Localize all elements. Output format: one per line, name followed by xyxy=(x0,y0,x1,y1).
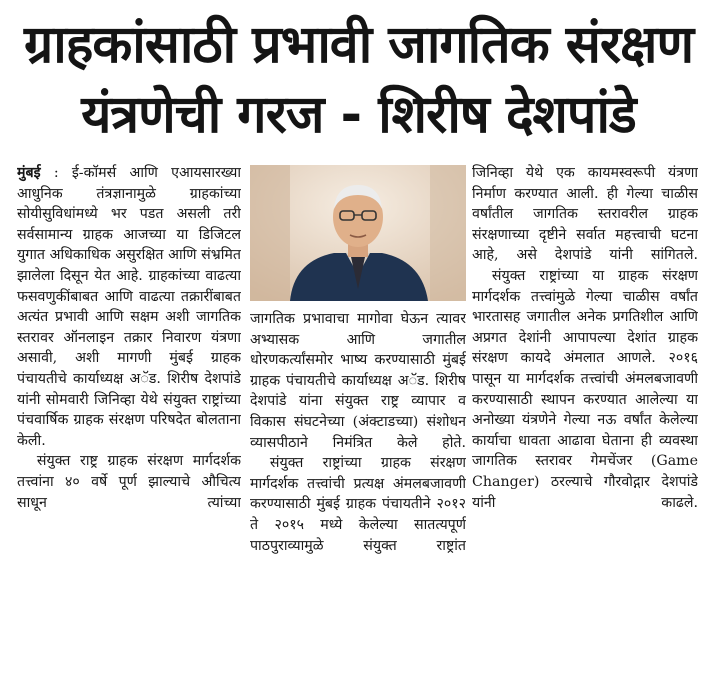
headline-line-2: यंत्रणेची गरज - शिरीष देशपांडे xyxy=(81,85,636,145)
article-column-1 xyxy=(17,163,241,678)
article-paragraph: संयुक्त राष्ट्र ग्राहक संरक्षण मार्गदर्शक तत्त्वांना ४० वर्षे पूर्ण झाल्याचे औचित्य साधून त्यांच्या xyxy=(17,453,241,511)
article-column-2 xyxy=(250,163,466,678)
article-column-3 xyxy=(472,163,698,678)
portrait-illustration xyxy=(250,165,466,301)
article-text: : ई-कॉमर्स आणि एआयसारख्या आधुनिक तंत्रज्ञानामुळे ग्राहकांच्या सोयीसुविधांमध्ये भर पडत असली तरी सर्वसामान्य ग्राहक आजच्या या डिजिटल युगात अधिकाधिक असुरक्षित आणि संभ्रमित झालेला दिसून येत आहे. ग्राहकांच्या वाढत्या फसवणुकींबाबत आणि वाढत्या तक्रारींबाबत अत्यंत प्रभावी आणि सक्षम अशी जागतिक स्तरावर ऑनलाइन तक्रार निवारण यंत्रणा असावी, अशी मागणी मुंबई ग्राहक पंचायतीचे कार्याध्यक्ष अॅड. शिरीष देशपांडे यांनी सोमवारी जिनिव्हा येथे संयुक्त राष्ट्रांच्या पंचवार्षिक ग्राहक संरक्षण परिषदेत बोलताना केली. xyxy=(17,165,241,449)
dateline: मुंबई xyxy=(17,165,41,181)
portrait-photo xyxy=(250,165,466,301)
article-paragraph: संयुक्त राष्ट्रांच्या ग्राहक संरक्षण मार्गदर्शक तत्त्वांची प्रत्यक्ष अंमलबजावणी करण्यासाठी मुंबई ग्राहक पंचायतीने २०१२ ते २०१५ मध्ये केलेल्या सातत्यपूर्ण पाठपुराव्यामुळे संयुक्त राष्ट्रांत xyxy=(250,455,466,554)
headline-line-1: ग्राहकांसाठी प्रभावी जागतिक संरक्षण xyxy=(23,15,694,75)
article-paragraph: संयुक्त राष्ट्रांच्या या ग्राहक संरक्षण मार्गदर्शक तत्त्वांमुळे गेल्या चाळीस वर्षांत भारतासह जगातील अनेक प्रगतिशील आणि अप्रगत देशांनी आपापल्या देशांत ग्राहक संरक्षण कायदे अंमलात आणले. २०१६ पासून या मार्गदर्शक तत्त्वांची अंमलबजावणी करण्यासाठी स्थापन करण्यात आलेल्या या अनोख्या यंत्रणेने गेल्या नऊ वर्षांत केलेल्या कार्याचा धावता आढावा घेताना ही व्यवस्था जागतिक स्तरावर गेमचेंजर (Game Changer) ठरल्याचे गौरवोद्गार देशपांडे यांनी काढले. xyxy=(472,267,698,511)
headline xyxy=(0,0,717,160)
article-paragraph: जागतिक प्रभावाचा मागोवा घेऊन त्यावर अभ्यासक आणि जगातील धोरणकर्त्यांसमोर भाष्य करण्यासाठी मुंबई ग्राहक पंचायतीचे कार्याध्यक्ष अॅड. शिरीष देशपांडे यांना संयुक्त राष्ट्र व्यापार व विकास संघटनेच्या (अंक्टाडच्या) संशोधन व्यासपीठाने निमंत्रित केले होते. xyxy=(250,311,466,451)
article-paragraph xyxy=(17,163,241,451)
article-paragraph: जिनिव्हा येथे एक कायमस्वरूपी यंत्रणा निर्माण करण्यात आली. ही गेल्या चाळीस वर्षांतील जागतिक स्तरावरील ग्राहक संरक्षणाच्या दृष्टीने सर्वात महत्त्वाची घटना आहे, असे देशपांडे यांनी सांगितले. xyxy=(472,165,698,264)
